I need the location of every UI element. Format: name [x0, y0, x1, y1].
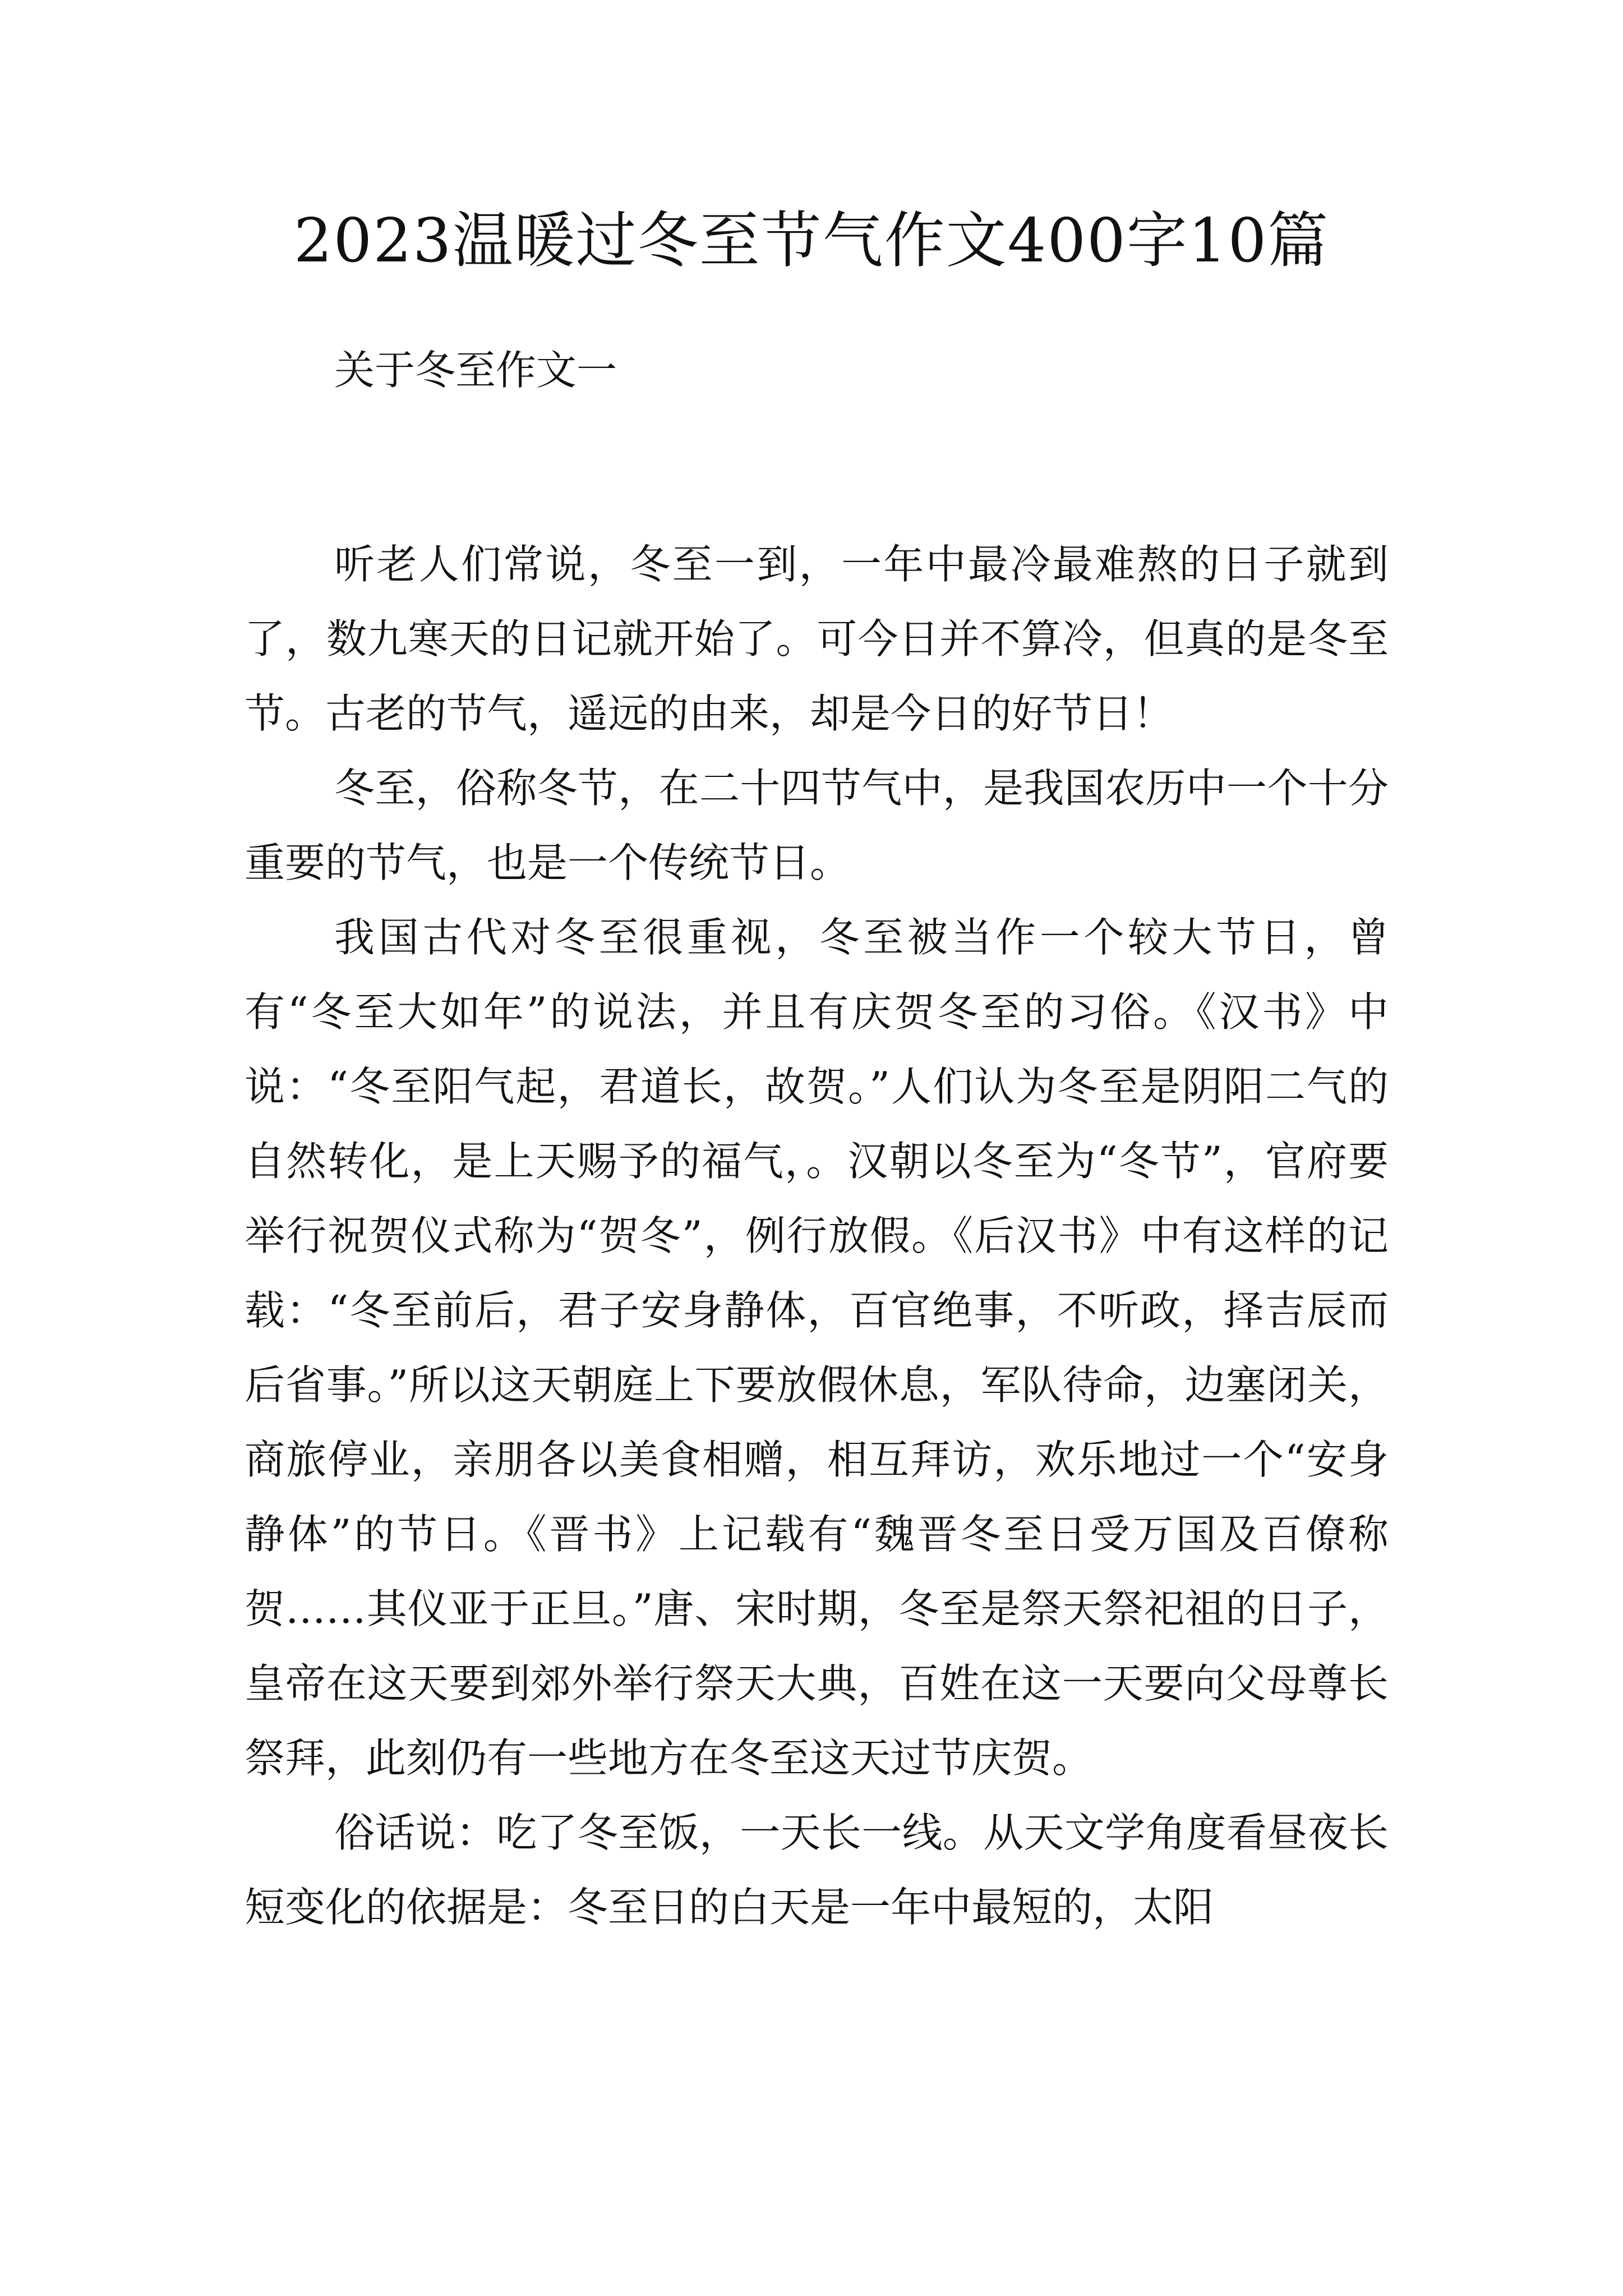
document-title: 2023温暖过冬至节气作文400字10篇 — [293, 206, 1330, 276]
paragraph-4: 俗话说：吃了冬至饭，一天长一线。从天文学角度看昼夜长短变化的依据是：冬至日的白天是一年中最短的，太阳 — [245, 1809, 1389, 1931]
paragraph-3: 我国古代对冬至很重视，冬至被当作一个较大节日，曾有“冬至大如年”的说法，并且有庆贺冬至的习俗。《汉书》中说：“冬至阳气起，君道长，故贺。”人们认为冬至是阴阳二气的自然转化，是上天赐予的福气，。汉朝以冬至为“冬节”，官府要举行祝贺仪式称为“贺冬”，例行放假。《后汉书》中有这样的记载：“冬至前后，君子安身静体，百官绝事，不听政，择吉辰而后省事。”所以这天朝庭上下要放假休息，军队待命，边塞闭关，商旅停业，亲朋各以美食相赠，相互拜访，欢乐地过一个“安身静体”的节日。《晋书》上记载有“魏晋冬至日受万国及百僚称贺……其仪亚于正旦。”唐、宋时期，冬至是祭天祭祀祖的日子，皇帝在这天要到郊外举行祭天大典，百姓在这一天要向父母尊长祭拜，此刻仍有一些地方在冬至这天过节庆贺。 — [245, 914, 1389, 1782]
section-heading: 关于冬至作文一 — [334, 347, 617, 394]
paragraph-2: 冬至，俗称冬节，在二十四节气中，是我国农历中一个十分重要的节气，也是一个传统节日。 — [245, 765, 1389, 886]
document-body — [245, 527, 1389, 1945]
paragraph-1: 听老人们常说，冬至一到，一年中最冷最难熬的日子就到了，数九寒天的日记就开始了。可今日并不算冷，但真的是冬至节。古老的节气，遥远的由来，却是今日的好节日！ — [245, 541, 1389, 737]
